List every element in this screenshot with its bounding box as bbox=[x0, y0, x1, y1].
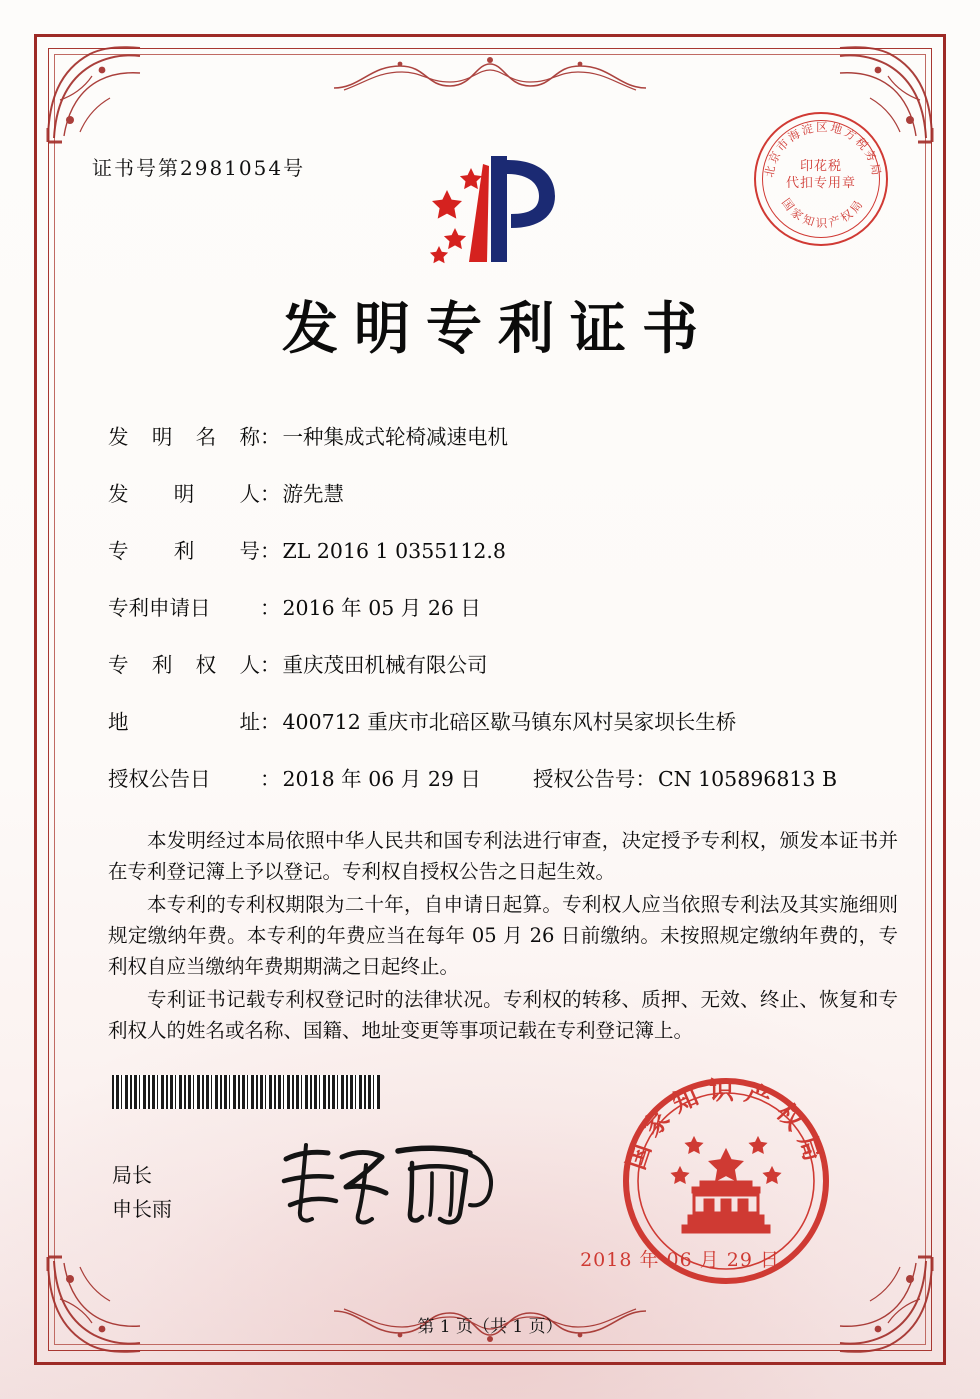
field-colon: ： bbox=[260, 482, 281, 506]
field-colon: ： bbox=[260, 425, 281, 449]
svg-text:国家知识产权局: 国家知识产权局 bbox=[621, 1076, 831, 1173]
field-colon: ： bbox=[260, 767, 281, 791]
address-value: 400712 重庆市北碚区歇马镇东风村吴家坝长生桥 bbox=[282, 710, 737, 734]
field-label: 发 明 人 bbox=[108, 482, 260, 506]
field-label: 地 址 bbox=[108, 710, 260, 734]
body-text bbox=[108, 825, 898, 1048]
field-grant-announcement bbox=[108, 762, 898, 792]
grant-date-label: 授权公告日 bbox=[108, 767, 211, 791]
corner-ornament-icon bbox=[40, 40, 150, 150]
grant-date-value: 2018 年 06 月 29 日 bbox=[282, 767, 481, 791]
page-footer: 第 1 页（共 1 页） bbox=[417, 1317, 563, 1337]
top-edge-ornament-icon bbox=[330, 52, 650, 94]
tax-stamp-center-text bbox=[756, 158, 886, 192]
tax-stamp-line2: 代扣专用章 bbox=[785, 176, 856, 191]
field-label: 专 利 号 bbox=[108, 539, 260, 563]
field-address bbox=[108, 705, 898, 735]
field-application-date bbox=[108, 591, 898, 621]
field-patent-number bbox=[108, 534, 898, 564]
director-title: 局长 bbox=[112, 1163, 152, 1187]
svg-text:国家知识产权局: 国家知识产权局 bbox=[778, 195, 868, 230]
paragraph-1: 本发明经过本局依照中华人民共和国专利法进行审查，决定授予专利权，颁发本证书并在专利登记簿上予以登记。专利权自授权公告之日起生效。 bbox=[108, 829, 898, 883]
application-date-value: 2016 年 05 月 26 日 bbox=[282, 596, 481, 620]
field-label: 发 明 名 称 bbox=[108, 425, 260, 449]
field-label: 专 利 权 人 bbox=[108, 653, 260, 677]
corner-ornament-icon bbox=[830, 1249, 940, 1359]
barcode-icon bbox=[112, 1075, 380, 1109]
grant-number-value: CN 105896813 B bbox=[657, 767, 838, 791]
field-invention-name bbox=[108, 420, 898, 450]
tax-stamp bbox=[754, 112, 888, 246]
patentee-value: 重庆茂田机械有限公司 bbox=[282, 653, 488, 677]
director-block bbox=[112, 1158, 172, 1226]
field-colon: ： bbox=[260, 596, 281, 620]
inventor-value: 游先慧 bbox=[282, 482, 344, 506]
field-list bbox=[108, 420, 898, 812]
patent-number-value: ZL 2016 1 0355112.8 bbox=[282, 539, 506, 563]
field-colon: ： bbox=[260, 539, 281, 563]
paragraph-2: 本专利的专利权期限为二十年，自申请日起算。专利权人应当依照专利法及其实施细则规定缴纳年费。本专利的年费应当在每年 05 月 26 日前缴纳。未按照规定缴纳年费的，专利权自应当缴纳年费期期满之日起终止。 bbox=[108, 893, 898, 978]
field-label: 专利申请日 bbox=[108, 596, 211, 620]
director-name: 申长雨 bbox=[112, 1197, 172, 1221]
field-colon: ： bbox=[260, 653, 281, 677]
corner-ornament-icon bbox=[40, 1249, 150, 1359]
invention-name-value: 一种集成式轮椅减速电机 bbox=[282, 425, 508, 449]
field-colon: ： bbox=[260, 710, 281, 734]
page-title: 发明专利证书 bbox=[282, 296, 714, 362]
field-patentee bbox=[108, 648, 898, 678]
tax-stamp-line1: 印花税 bbox=[799, 159, 842, 174]
field-colon: ： bbox=[635, 767, 656, 791]
paragraph-3: 专利证书记载专利权登记时的法律状况。专利权的转移、质押、无效、终止、恢复和专利权人的姓名或名称、国籍、地址变更等事项记载在专利登记簿上。 bbox=[108, 988, 898, 1042]
certificate-number: 证书号第2981054号 bbox=[92, 156, 306, 180]
handwritten-signature-icon bbox=[270, 1135, 500, 1230]
seal-date: 2018 年 06 月 29 日 bbox=[580, 1249, 780, 1271]
svg-text:北京市海淀区地方税务局: 北京市海淀区地方税务局 bbox=[761, 120, 885, 179]
field-inventor bbox=[108, 477, 898, 507]
grant-number-label: 授权公告号 bbox=[532, 767, 636, 791]
